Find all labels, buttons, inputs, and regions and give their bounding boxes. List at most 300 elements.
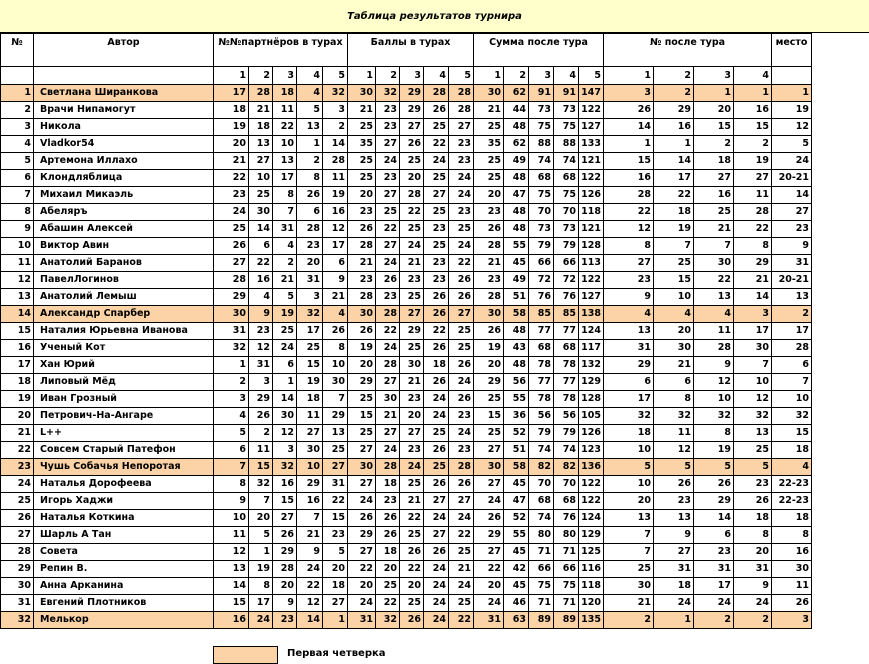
tour-number: 4 [424,67,449,85]
sum-cell: 48 [504,357,529,374]
points-cell: 24 [400,238,424,255]
place-after-cell: 22 [654,187,694,204]
author-name: Александр Спарбер [34,306,214,323]
points-cell: 26 [376,510,400,527]
points-cell: 23 [449,204,474,221]
points-cell: 22 [449,255,474,272]
tour-number: 2 [376,67,400,85]
sum-cell: 77 [554,374,579,391]
place-after-cell: 13 [604,323,654,340]
place-after-cell: 3 [604,85,654,102]
sum-cell: 122 [579,170,604,187]
points-cell: 27 [376,425,400,442]
table-row [1,425,812,442]
tour-number: 1 [348,67,376,85]
sum-cell: 68 [554,493,579,510]
tour-number: 2 [654,67,694,85]
points-cell: 27 [424,187,449,204]
table-row [1,374,812,391]
partner-cell: 18 [249,119,273,136]
partner-cell: 20 [323,561,348,578]
place-after-cell: 12 [694,374,734,391]
points-cell: 27 [376,187,400,204]
points-cell: 26 [449,357,474,374]
points-cell: 24 [424,391,449,408]
points-cell: 25 [424,119,449,136]
sum-cell: 147 [579,85,604,102]
legend-swatch [213,646,278,664]
row-number: 23 [1,459,34,476]
partner-cell: 31 [297,272,323,289]
points-cell: 22 [376,323,400,340]
sum-cell: 76 [554,510,579,527]
points-cell: 24 [376,340,400,357]
sum-cell: 66 [529,255,554,272]
partner-cell: 28 [297,221,323,238]
place-after-cell: 31 [654,561,694,578]
row-number: 18 [1,374,34,391]
partner-cell: 27 [249,153,273,170]
table-row [1,306,812,323]
place-after-cell: 17 [734,323,772,340]
sum-cell: 77 [529,323,554,340]
points-cell: 25 [424,459,449,476]
partner-cell: 20 [297,255,323,272]
sum-cell: 78 [554,357,579,374]
place-after-cell: 24 [734,595,772,612]
row-number: 24 [1,476,34,493]
partner-cell: 11 [273,102,297,119]
tour-number: 3 [694,67,734,85]
sum-cell: 62 [504,136,529,153]
points-cell: 25 [400,221,424,238]
partner-cell: 21 [273,272,297,289]
sum-cell: 43 [504,340,529,357]
points-cell: 22 [449,612,474,629]
final-place-cell: 22-23 [772,476,812,493]
points-cell: 23 [424,272,449,289]
place-after-cell: 29 [694,493,734,510]
final-place-cell: 18 [772,510,812,527]
partner-cell: 3 [297,289,323,306]
row-number: 22 [1,442,34,459]
author-name: Никола [34,119,214,136]
place-after-cell: 29 [734,255,772,272]
partner-cell: 32 [297,306,323,323]
place-after-cell: 7 [604,544,654,561]
place-after-cell: 16 [694,187,734,204]
sum-cell: 70 [554,476,579,493]
points-cell: 25 [424,238,449,255]
points-cell: 25 [424,170,449,187]
place-after-cell: 18 [604,425,654,442]
sum-cell: 91 [529,85,554,102]
place-after-cell: 25 [604,561,654,578]
place-after-cell: 24 [694,595,734,612]
place-after-cell: 18 [654,578,694,595]
sum-cell: 23 [474,272,504,289]
sum-cell: 21 [474,102,504,119]
points-cell: 21 [348,255,376,272]
partner-cell: 6 [249,238,273,255]
partner-cell: 17 [249,595,273,612]
sum-cell: 113 [579,255,604,272]
sum-cell: 75 [529,578,554,595]
final-place-cell: 5 [772,136,812,153]
author-name: Ученый Кот [34,340,214,357]
partner-cell: 4 [323,306,348,323]
final-place-cell: 10 [772,391,812,408]
partner-cell: 31 [323,476,348,493]
place-after-cell: 27 [654,544,694,561]
partner-cell: 7 [273,204,297,221]
place-after-cell: 11 [734,187,772,204]
points-cell: 28 [376,357,400,374]
table-row [1,153,812,170]
points-cell: 24 [424,510,449,527]
points-cell: 27 [376,238,400,255]
table-row [1,221,812,238]
author-name: ПавелЛогинов [34,272,214,289]
author-name: Совета [34,544,214,561]
sum-cell: 25 [474,153,504,170]
place-after-cell: 25 [734,442,772,459]
points-cell: 24 [449,374,474,391]
sum-cell: 56 [529,408,554,425]
sum-cell: 121 [579,221,604,238]
table-row [1,527,812,544]
partner-cell: 20 [273,578,297,595]
sum-cell: 127 [579,289,604,306]
place-after-cell: 2 [604,612,654,629]
place-after-cell: 22 [734,221,772,238]
sum-cell: 45 [504,544,529,561]
tour-number: 3 [400,67,424,85]
author-name: Хан Юрий [34,357,214,374]
points-cell: 26 [424,374,449,391]
sum-cell: 125 [579,544,604,561]
sum-cell: 68 [529,493,554,510]
partner-cell: 12 [214,544,249,561]
author-name: Врачи Нипамогут [34,102,214,119]
place-after-cell: 16 [604,170,654,187]
points-cell: 26 [348,221,376,238]
place-after-cell: 26 [604,102,654,119]
sum-cell: 66 [554,255,579,272]
points-cell: 23 [376,119,400,136]
row-number: 19 [1,391,34,408]
points-cell: 29 [348,374,376,391]
points-cell: 21 [348,102,376,119]
author-name: Анатолий Лемыш [34,289,214,306]
sum-cell: 29 [474,374,504,391]
points-cell: 24 [449,170,474,187]
sum-cell: 71 [554,595,579,612]
place-after-cell: 1 [734,85,772,102]
partner-cell: 1 [273,374,297,391]
place-after-cell: 21 [604,595,654,612]
sum-cell: 88 [554,136,579,153]
place-after-cell: 14 [694,510,734,527]
sum-cell: 48 [504,221,529,238]
partner-cell: 22 [249,255,273,272]
partner-cell: 8 [323,340,348,357]
points-cell: 26 [424,102,449,119]
place-after-cell: 5 [654,459,694,476]
header-partners: №№партнёров в турах [214,34,348,67]
partner-cell: 16 [249,272,273,289]
partner-cell: 29 [323,408,348,425]
place-after-cell: 15 [604,153,654,170]
points-cell: 26 [400,544,424,561]
table-row [1,578,812,595]
partner-cell: 17 [323,238,348,255]
place-after-cell: 32 [694,408,734,425]
partner-cell: 30 [323,374,348,391]
points-cell: 22 [376,221,400,238]
partner-cell: 16 [214,612,249,629]
sum-cell: 35 [474,136,504,153]
partner-cell: 9 [323,272,348,289]
subheader-blank [1,67,34,85]
points-cell: 18 [376,544,400,561]
author-name: Игорь Хаджи [34,493,214,510]
tour-number: 4 [734,67,772,85]
points-cell: 23 [400,272,424,289]
place-after-cell: 12 [604,221,654,238]
place-after-cell: 28 [604,187,654,204]
partner-cell: 30 [273,408,297,425]
place-after-cell: 3 [734,306,772,323]
points-cell: 18 [424,357,449,374]
tour-number: 5 [449,67,474,85]
author-name: Совсем Старый Патефон [34,442,214,459]
author-name: Михаил Микаэль [34,187,214,204]
points-cell: 26 [376,272,400,289]
sum-cell: 22 [474,561,504,578]
tour-number: 2 [249,67,273,85]
partner-cell: 13 [214,561,249,578]
partner-cell: 5 [214,425,249,442]
points-cell: 24 [424,153,449,170]
partner-cell: 1 [323,612,348,629]
sum-cell: 123 [579,442,604,459]
partner-cell: 21 [249,102,273,119]
sum-cell: 51 [504,289,529,306]
points-cell: 28 [348,289,376,306]
points-cell: 29 [400,323,424,340]
partner-cell: 2 [273,255,297,272]
place-after-cell: 30 [604,578,654,595]
points-cell: 23 [424,221,449,238]
tour-number: 5 [579,67,604,85]
place-after-cell: 27 [694,170,734,187]
sum-cell: 89 [529,612,554,629]
place-after-cell: 28 [694,340,734,357]
place-after-cell: 2 [694,136,734,153]
sum-cell: 28 [474,289,504,306]
sum-cell: 30 [474,306,504,323]
points-cell: 27 [449,306,474,323]
partner-cell: 25 [323,442,348,459]
points-cell: 27 [348,476,376,493]
points-cell: 25 [376,578,400,595]
place-after-cell: 12 [654,442,694,459]
points-cell: 27 [424,527,449,544]
place-after-cell: 4 [694,306,734,323]
final-place-cell: 8 [772,527,812,544]
place-after-cell: 1 [654,136,694,153]
partner-cell: 11 [323,170,348,187]
place-after-cell: 5 [694,459,734,476]
row-number: 28 [1,544,34,561]
sum-cell: 121 [579,153,604,170]
sum-cell: 117 [579,340,604,357]
partner-cell: 15 [273,493,297,510]
partner-cell: 27 [323,459,348,476]
sum-cell: 79 [554,425,579,442]
author-name: Репин В. [34,561,214,578]
points-cell: 20 [376,561,400,578]
author-name: Клондляблица [34,170,214,187]
points-cell: 23 [449,153,474,170]
sum-cell: 30 [474,85,504,102]
partner-cell: 24 [297,561,323,578]
partner-cell: 19 [249,561,273,578]
partner-cell: 1 [214,357,249,374]
partner-cell: 12 [273,425,297,442]
table-row [1,612,812,629]
place-after-cell: 5 [734,459,772,476]
row-number: 11 [1,255,34,272]
points-cell: 26 [400,136,424,153]
points-cell: 30 [348,85,376,102]
author-name: Наталия Юрьевна Иванова [34,323,214,340]
row-number: 31 [1,595,34,612]
sum-cell: 122 [579,272,604,289]
points-cell: 30 [400,357,424,374]
row-number: 29 [1,561,34,578]
place-after-cell: 2 [734,136,772,153]
sum-cell: 68 [529,170,554,187]
partner-cell: 25 [249,187,273,204]
points-cell: 25 [449,544,474,561]
partner-cell: 28 [214,272,249,289]
partner-cell: 5 [323,544,348,561]
points-cell: 22 [400,204,424,221]
points-cell: 25 [348,119,376,136]
partner-cell: 27 [214,255,249,272]
partner-cell: 20 [214,136,249,153]
place-after-cell: 9 [604,289,654,306]
partner-cell: 15 [249,459,273,476]
points-cell: 26 [449,272,474,289]
points-cell: 24 [400,459,424,476]
sum-cell: 71 [554,544,579,561]
partner-cell: 12 [297,595,323,612]
sum-cell: 31 [474,612,504,629]
table-row [1,85,812,102]
place-after-cell: 18 [654,204,694,221]
sum-cell: 118 [579,204,604,221]
points-cell: 18 [376,476,400,493]
points-cell: 25 [348,425,376,442]
place-after-cell: 29 [604,357,654,374]
partner-cell: 5 [249,527,273,544]
author-name: Светлана Ширанкова [34,85,214,102]
sum-cell: 91 [554,85,579,102]
partner-cell: 22 [273,119,297,136]
author-name: Vladkor54 [34,136,214,153]
sum-cell: 29 [474,527,504,544]
sum-cell: 68 [554,170,579,187]
place-after-cell: 28 [734,204,772,221]
table-row [1,136,812,153]
place-after-cell: 25 [654,255,694,272]
final-place-cell: 3 [772,612,812,629]
place-after-cell: 11 [694,323,734,340]
partner-cell: 32 [249,476,273,493]
partner-cell: 32 [273,459,297,476]
points-cell: 25 [400,289,424,306]
points-cell: 31 [348,612,376,629]
sum-cell: 128 [579,238,604,255]
points-cell: 20 [400,578,424,595]
tour-number: 1 [474,67,504,85]
final-place-cell: 27 [772,204,812,221]
points-cell: 24 [449,238,474,255]
row-number: 4 [1,136,34,153]
place-after-cell: 27 [604,255,654,272]
partner-cell: 12 [249,340,273,357]
author-name: Мелькор [34,612,214,629]
partner-cell: 13 [297,119,323,136]
final-place-cell: 12 [772,119,812,136]
points-cell: 27 [348,544,376,561]
place-after-cell: 11 [654,425,694,442]
final-place-cell: 18 [772,442,812,459]
sum-cell: 55 [504,238,529,255]
place-after-cell: 23 [604,272,654,289]
sum-cell: 75 [554,119,579,136]
row-number: 27 [1,527,34,544]
partner-cell: 22 [214,170,249,187]
author-name: Евгений Плотников [34,595,214,612]
partner-cell: 6 [214,442,249,459]
author-name: Абашин Алексей [34,221,214,238]
partner-cell: 31 [249,357,273,374]
place-after-cell: 30 [654,340,694,357]
sum-cell: 70 [529,204,554,221]
header-sum: Сумма после тура [474,34,604,67]
place-after-cell: 13 [734,425,772,442]
points-cell: 26 [424,544,449,561]
sum-cell: 68 [554,340,579,357]
sum-cell: 120 [579,595,604,612]
points-cell: 26 [424,442,449,459]
partner-cell: 16 [297,493,323,510]
partner-cell: 9 [214,493,249,510]
points-cell: 27 [400,119,424,136]
table-row [1,323,812,340]
points-cell: 21 [400,255,424,272]
header-points: Баллы в турах [348,34,474,67]
place-after-cell: 32 [654,408,694,425]
final-place-cell: 31 [772,255,812,272]
header-author: Автор [34,34,214,67]
place-after-cell: 14 [654,153,694,170]
sum-cell: 63 [504,612,529,629]
